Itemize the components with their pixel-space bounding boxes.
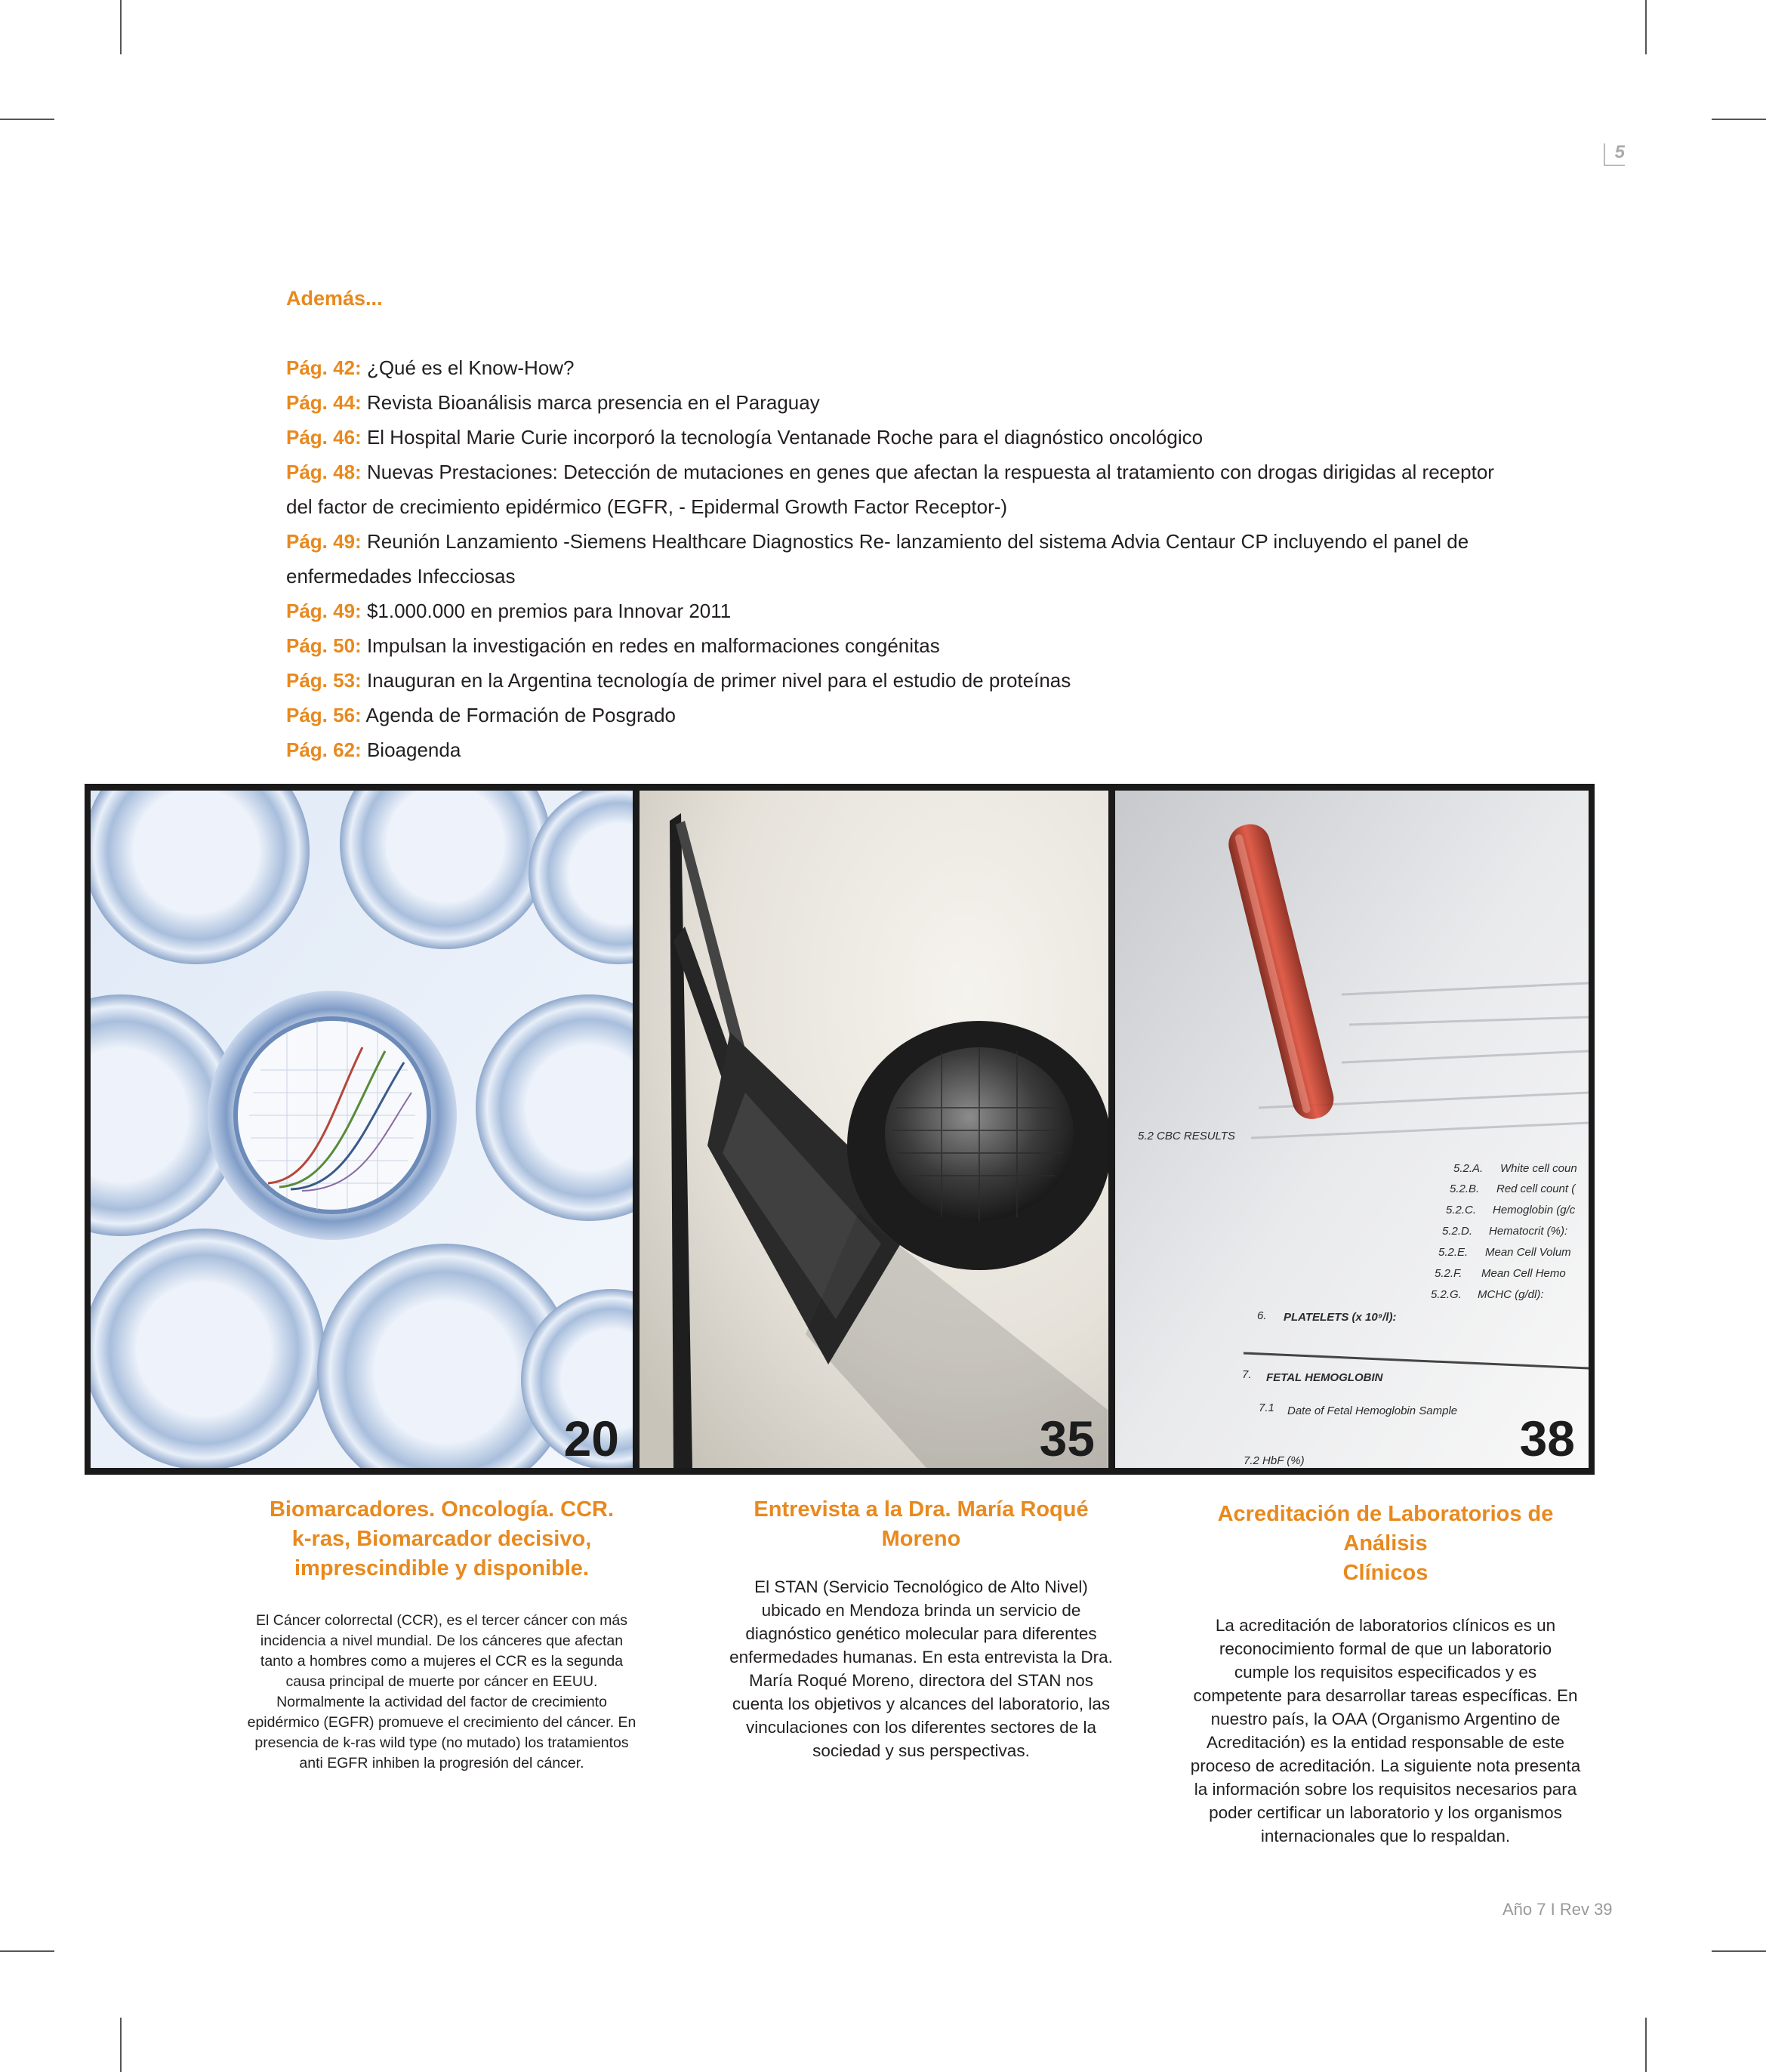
toc-page-ref: Pág. 50: <box>286 634 362 657</box>
toc-text: Bioagenda <box>366 738 461 761</box>
form-row-label: Red cell count ( <box>1496 1182 1576 1195</box>
page-ref-number: 38 <box>1519 1411 1575 1466</box>
feature-article <box>227 1495 657 1774</box>
toc-page-ref: Pág. 48: <box>286 461 362 483</box>
microplate-illustration <box>91 791 633 1468</box>
microphone-illustration <box>640 791 1108 1468</box>
form-fetal-date: Date of Fetal Hemoglobin Sample <box>1287 1404 1458 1417</box>
toc-item <box>286 455 1524 524</box>
toc-item <box>286 350 1524 385</box>
toc-text: Reunión Lanzamiento -Siemens Healthcare Diagnostics Re- lanzamiento del sistema Advia Centaur CP incluyendo el panel de enfermedades Infecciosas <box>286 530 1469 587</box>
form-row-code: 5.2.D. <box>1442 1225 1473 1238</box>
crop-mark <box>0 119 54 120</box>
form-platelets: PLATELETS (x 10⁹/l): <box>1284 1311 1397 1324</box>
toc-text: $1.000.000 en premios para Innovar 2011 <box>366 600 732 622</box>
form-row-label: Mean Cell Hemo <box>1481 1267 1566 1280</box>
toc-page-ref: Pág. 42: <box>286 356 362 379</box>
toc-text: ¿Qué es el Know-How? <box>366 356 575 379</box>
form-row-code: 5.2.G. <box>1431 1288 1462 1301</box>
article-summary: El Cáncer colorrectal (CCR), es el tercer cáncer con más incidencia a nivel mundial. De los cánceres que afectan tanto a hombres como a mujeres el CCR es la segunda causa principal de muerte por cáncer en EEUU. Normalmente la actividad del factor de crecimiento epidérmico (EGFR) promueve el crecimiento del cáncer. En presencia de k-ras wild type (no mutado) los tratamientos anti EGFR inhiben la progresión del cáncer. <box>247 1612 636 1771</box>
article-title: Biomarcadores. Oncología. CCR. k-ras, Biomarcador decisivo, imprescindible y disponible. <box>269 1497 615 1580</box>
toc-page-ref: Pág. 49: <box>286 530 362 553</box>
form-row-label: White cell coun <box>1500 1162 1577 1175</box>
form-row-code: 5.2.B. <box>1450 1182 1480 1195</box>
toc-text: Revista Bioanálisis marca presencia en el Paraguay <box>366 391 820 414</box>
toc-item <box>286 594 1524 628</box>
crop-mark <box>0 1950 54 1952</box>
feature-article <box>710 1495 1133 1762</box>
toc-text: Nuevas Prestaciones: Detección de mutaciones en genes que afectan la respuesta al tratamiento con drogas dirigidas al receptor del factor de crecimiento epidérmico (EGFR, - Epidermal Growth Factor Receptor-) <box>286 461 1494 518</box>
toc-item <box>286 420 1524 455</box>
form-fetal-hemoglobin: FETAL HEMOGLOBIN <box>1266 1371 1383 1384</box>
article-title: Entrevista a la Dra. María Roqué Moreno <box>754 1497 1089 1551</box>
toc-item <box>286 385 1524 420</box>
toc-text: El Hospital Marie Curie incorporó la tecnología Ventanade Roche para el diagnóstico oncológico <box>366 426 1204 449</box>
feature-article <box>1178 1500 1593 1848</box>
page-ref-number: 35 <box>1039 1411 1095 1466</box>
form-item-number: 7. <box>1242 1368 1252 1381</box>
toc-page-ref: Pág. 56: <box>286 704 362 726</box>
crop-mark <box>120 0 122 54</box>
toc-item <box>286 628 1524 663</box>
form-row-code: 5.2.F. <box>1435 1267 1462 1280</box>
toc-item <box>286 524 1524 594</box>
form-row-code: 5.2.E. <box>1438 1246 1469 1259</box>
toc-page-ref: Pág. 44: <box>286 391 362 414</box>
photo-microphone <box>640 791 1108 1468</box>
form-row-label: Mean Cell Volum <box>1485 1246 1571 1259</box>
toc-page-ref: Pág. 53: <box>286 669 362 692</box>
toc-text: Inauguran en la Argentina tecnología de primer nivel para el estudio de proteínas <box>366 669 1071 692</box>
photo-lab-form <box>1115 791 1589 1468</box>
page-number: 5 <box>1604 143 1625 166</box>
toc-text: Impulsan la investigación en redes en malformaciones congénitas <box>366 634 940 657</box>
crop-mark <box>1645 0 1647 54</box>
article-summary: La acreditación de laboratorios clínicos es un reconocimiento formal de que un laboratorio cumple los requisitos especificados y es competente para desarrollar tareas específicas. En nuestro país, la OAA (Organismo Argentino de Acreditación) es la entidad responsable de este proceso de acreditación. La siguiente nota presenta la información sobre los requisitos necesarios para poder certificar un laboratorio y los organismos internacionales que lo respaldan. <box>1190 1616 1581 1845</box>
toc-page-ref: Pág. 49: <box>286 600 362 622</box>
form-item-number: 6. <box>1257 1309 1267 1322</box>
article-title: Acreditación de Laboratorios de Análisis Clínicos <box>1217 1502 1554 1585</box>
form-row-code: 5.2.A. <box>1453 1162 1484 1175</box>
section-heading: Además... <box>286 287 383 310</box>
form-row-code: 5.2.C. <box>1446 1204 1477 1216</box>
crop-mark <box>120 2018 122 2072</box>
toc-item <box>286 698 1524 732</box>
crop-mark <box>1712 119 1766 120</box>
toc-page-ref: Pág. 46: <box>286 426 362 449</box>
crop-mark <box>1645 2018 1647 2072</box>
form-hbf: 7.2 HbF (%) <box>1244 1454 1305 1467</box>
form-row-label: Hematocrit (%): <box>1489 1225 1568 1238</box>
form-row-label: Hemoglobin (g/c <box>1493 1204 1576 1216</box>
toc-item <box>286 732 1524 767</box>
toc-item <box>286 663 1524 698</box>
article-summary: El STAN (Servicio Tecnológico de Alto Nivel) ubicado en Mendoza brinda un servicio de diagnóstico genético molecular para diferentes enfermedades humanas. En esta entrevista la Dra. María Roqué Moreno, directora del STAN nos cuenta los objetivos y alcances del laboratorio, las vinculaciones con los diferentes sectores de la sociedad y sus perspectivas. <box>729 1577 1113 1760</box>
form-section-label: 5.2 CBC RESULTS <box>1138 1130 1235 1142</box>
crop-mark <box>1712 1950 1766 1952</box>
table-of-contents <box>286 350 1524 767</box>
toc-text: Agenda de Formación de Posgrado <box>365 704 677 726</box>
toc-page-ref: Pág. 62: <box>286 738 362 761</box>
lab-form-illustration <box>1115 791 1589 1468</box>
form-row-label: MCHC (g/dl): <box>1478 1288 1544 1301</box>
photo-microplate <box>91 791 633 1468</box>
form-item-number: 7.1 <box>1259 1401 1274 1414</box>
photo-strip <box>85 784 1595 1475</box>
issue-footer: Año 7 I Rev 39 <box>1502 1900 1613 1919</box>
page-ref-number: 20 <box>563 1411 619 1466</box>
